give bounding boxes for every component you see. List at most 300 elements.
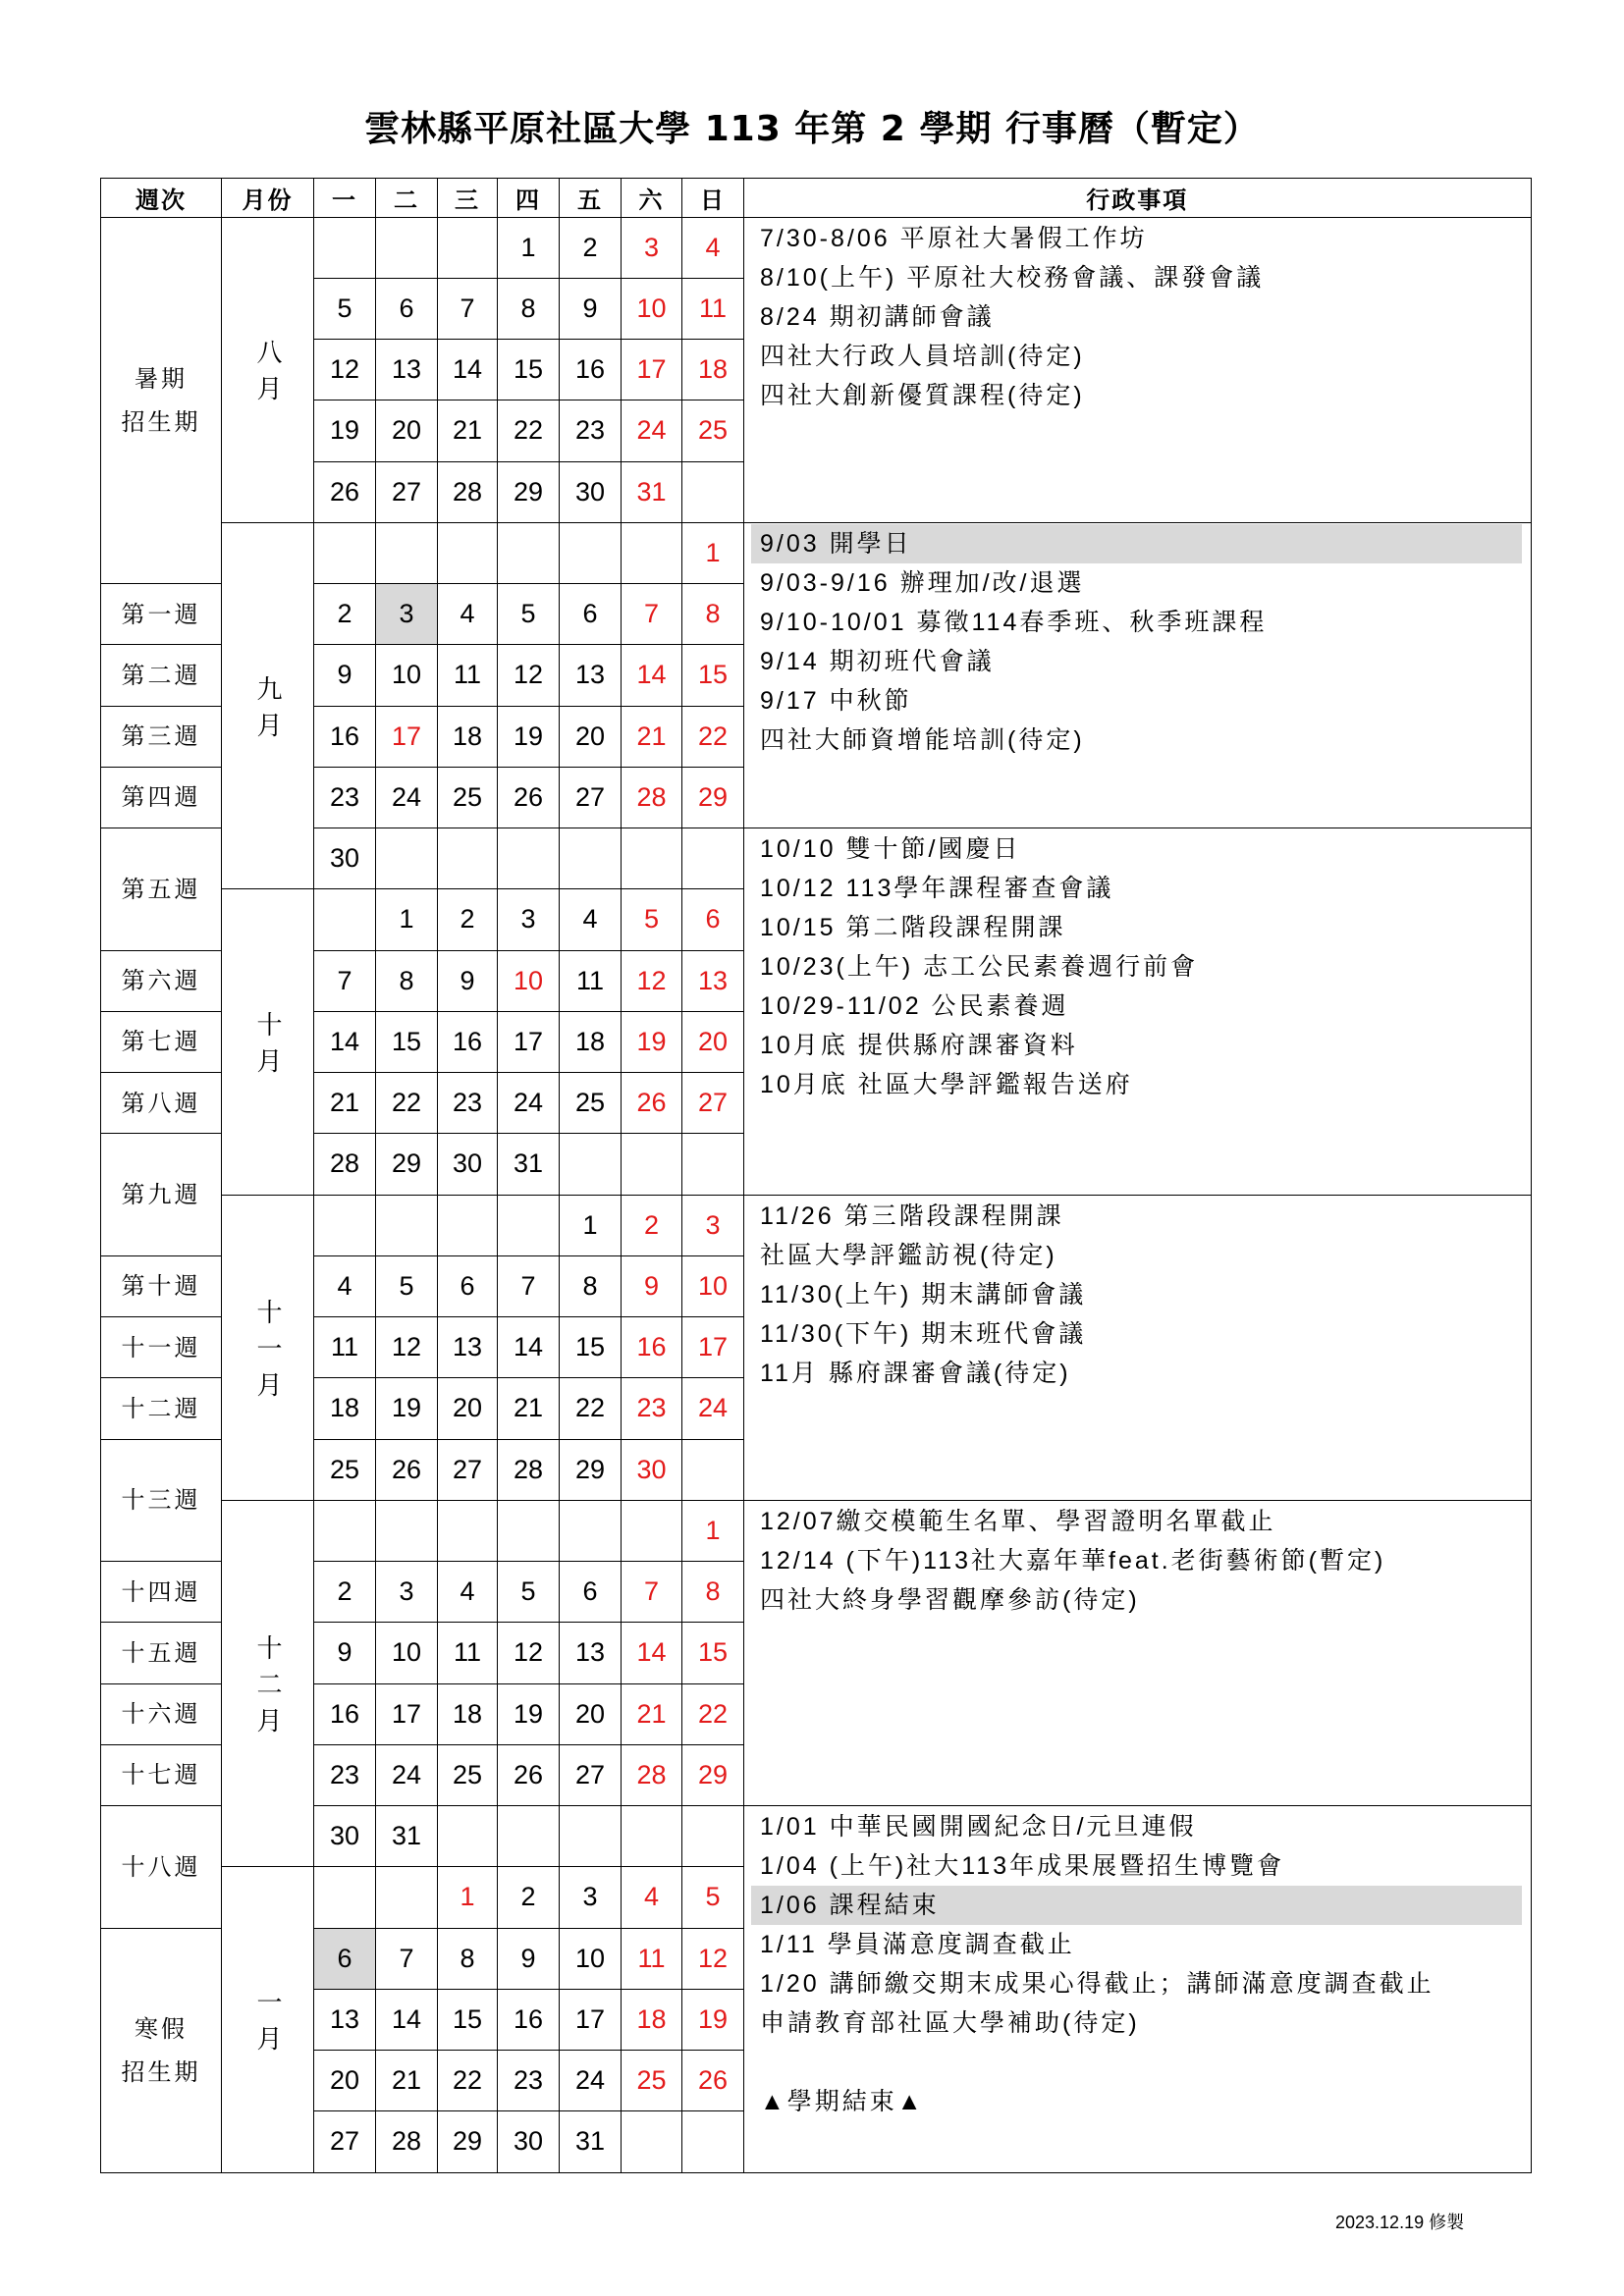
day-number: 25 <box>329 1454 360 1484</box>
day-cell <box>376 828 438 889</box>
day-number: 19 <box>513 1698 544 1729</box>
day-cell <box>682 462 744 523</box>
admin-note-line: 10/23(上午) 志工公民素養週行前會 <box>760 953 1199 981</box>
week-label <box>101 1623 222 1683</box>
week-label <box>101 1806 222 1929</box>
day-cell <box>438 218 498 279</box>
day-cell <box>560 1990 622 2051</box>
week-label-line: 十八週 <box>121 1852 201 1881</box>
day-number: 10 <box>391 1637 422 1668</box>
day-cell <box>622 1134 682 1195</box>
day-number: 28 <box>513 1454 544 1484</box>
day-cell <box>498 2111 560 2172</box>
day-cell <box>498 1256 560 1317</box>
day-cell <box>498 2051 560 2111</box>
day-number: 7 <box>643 1576 660 1607</box>
day-cell <box>498 400 560 461</box>
day-number: 12 <box>697 1943 729 1973</box>
day-cell <box>376 1562 438 1623</box>
day-cell <box>560 889 622 950</box>
day-number: 10 <box>574 1943 606 1973</box>
admin-notes <box>744 218 1532 523</box>
admin-note-line: 10/29-11/02 公民素養週 <box>760 992 1069 1020</box>
day-cell <box>682 1196 744 1256</box>
week-label-line: 第四週 <box>121 783 201 812</box>
day-cell <box>622 2051 682 2111</box>
week-label <box>101 1440 222 1563</box>
day-number: 27 <box>329 2126 360 2157</box>
admin-notes <box>744 1196 1532 1501</box>
month-label <box>222 218 314 523</box>
day-cell <box>498 340 560 400</box>
day-cell <box>314 218 376 279</box>
month-name: 十月 <box>252 1010 282 1084</box>
day-number: 1 <box>705 1515 721 1545</box>
day-number: 23 <box>574 415 606 446</box>
day-number: 19 <box>636 1026 667 1056</box>
day-number: 13 <box>391 354 422 385</box>
admin-note-line: 申請教育部社區大學補助(待定) <box>760 2009 1140 2037</box>
header-weekday <box>622 179 682 218</box>
day-number: 27 <box>391 476 422 507</box>
day-cell <box>682 1012 744 1073</box>
day-number: 10 <box>697 1270 729 1301</box>
day-number: 23 <box>329 1759 360 1789</box>
day-cell <box>560 768 622 828</box>
day-cell <box>438 462 498 523</box>
day-number: 31 <box>636 476 667 507</box>
day-cell <box>498 1440 560 1501</box>
month-label <box>222 1196 314 1501</box>
week-label <box>101 828 222 951</box>
day-cell <box>560 1378 622 1439</box>
day-number: 3 <box>705 1209 721 1240</box>
weekday-label: 三 <box>455 186 480 214</box>
day-cell <box>438 1134 498 1195</box>
day-number: 9 <box>643 1270 660 1301</box>
day-cell <box>622 523 682 584</box>
day-cell <box>622 279 682 340</box>
week-label-line: 招生期 <box>121 407 201 436</box>
admin-note-spacer <box>751 2043 1522 2082</box>
day-cell <box>376 1990 438 2051</box>
day-number: 24 <box>513 1088 544 1118</box>
day-number: 17 <box>697 1332 729 1362</box>
day-cell <box>682 1317 744 1378</box>
day-cell <box>314 400 376 461</box>
day-number: 6 <box>460 1270 475 1301</box>
day-cell <box>314 951 376 1012</box>
day-cell <box>560 1623 622 1683</box>
day-cell <box>682 1806 744 1867</box>
day-number: 26 <box>329 476 360 507</box>
day-cell <box>314 340 376 400</box>
day-number: 1 <box>460 1882 475 1912</box>
day-cell <box>438 1562 498 1623</box>
week-label-line: 第九週 <box>121 1181 201 1208</box>
day-number: 9 <box>460 965 475 995</box>
day-cell <box>314 523 376 584</box>
admin-note-line: 四社大創新優質課程(待定) <box>760 381 1085 409</box>
day-cell <box>622 1867 682 1928</box>
day-number: 26 <box>636 1088 667 1118</box>
admin-note-line: 1/11 學員滿意度調查截止 <box>760 1931 1075 1958</box>
day-cell <box>682 1867 744 1928</box>
day-number: 30 <box>329 1821 360 1851</box>
day-number: 2 <box>520 1882 536 1912</box>
day-cell <box>498 279 560 340</box>
day-number: 29 <box>697 781 729 812</box>
day-number: 27 <box>697 1088 729 1118</box>
day-cell <box>376 1745 438 1806</box>
header-weekday <box>682 179 744 218</box>
day-cell <box>438 1623 498 1683</box>
day-number: 24 <box>574 2065 606 2096</box>
header-weekday <box>560 179 622 218</box>
day-number: 27 <box>574 781 606 812</box>
day-cell <box>682 707 744 768</box>
header-month <box>222 179 314 218</box>
day-cell <box>438 1990 498 2051</box>
day-cell <box>438 340 498 400</box>
day-cell <box>560 2111 622 2172</box>
day-number: 2 <box>337 1576 352 1607</box>
day-cell <box>498 1990 560 2051</box>
weekday-label: 四 <box>515 186 541 214</box>
month-name: 十二月 <box>252 1634 282 1743</box>
day-cell <box>560 340 622 400</box>
day-number: 22 <box>697 1698 729 1729</box>
week-label-line: 十四週 <box>121 1577 201 1606</box>
day-cell <box>622 1990 682 2051</box>
day-cell <box>314 1378 376 1439</box>
day-number: 5 <box>337 293 352 323</box>
day-cell <box>622 462 682 523</box>
day-cell <box>314 584 376 645</box>
day-cell <box>376 1440 438 1501</box>
day-number: 19 <box>697 2003 729 2034</box>
day-cell <box>314 2111 376 2172</box>
day-cell <box>560 1745 622 1806</box>
day-cell <box>622 1256 682 1317</box>
admin-note-line: 11/30(下午) 期末班代會議 <box>760 1319 1087 1348</box>
day-number: 3 <box>643 232 660 262</box>
day-cell <box>682 279 744 340</box>
day-number: 21 <box>513 1393 544 1423</box>
month-name: 九月 <box>252 674 282 748</box>
day-number: 28 <box>329 1148 360 1179</box>
month-name: 一月 <box>252 1988 282 2061</box>
day-number: 17 <box>513 1026 544 1056</box>
day-cell <box>376 889 438 950</box>
day-number: 14 <box>513 1332 544 1362</box>
day-cell <box>498 1562 560 1623</box>
day-cell <box>622 828 682 889</box>
week-label-line: 十七週 <box>121 1761 201 1789</box>
day-number: 29 <box>452 2126 483 2157</box>
day-cell <box>498 1806 560 1867</box>
week-label <box>101 1256 222 1317</box>
day-cell <box>314 1012 376 1073</box>
month-name: 八月 <box>252 339 282 412</box>
day-number: 30 <box>513 2126 544 2157</box>
day-number: 26 <box>513 781 544 812</box>
day-number: 10 <box>513 965 544 995</box>
day-cell <box>314 768 376 828</box>
admin-note-line: 11月 縣府課審會議(待定) <box>760 1359 1071 1387</box>
header-month-label: 月份 <box>242 186 294 214</box>
day-cell <box>498 462 560 523</box>
day-number: 10 <box>391 660 422 690</box>
day-cell <box>682 340 744 400</box>
day-cell <box>376 951 438 1012</box>
month-name: 十一月 <box>252 1298 282 1408</box>
day-number: 6 <box>705 904 721 934</box>
day-cell <box>498 1134 560 1195</box>
day-number: 6 <box>582 599 598 629</box>
day-cell <box>498 1378 560 1439</box>
week-label <box>101 1134 222 1256</box>
header-weekday <box>376 179 438 218</box>
admin-note-line: 四社大師資增能培訓(待定) <box>760 725 1085 754</box>
week-label-line: 第十週 <box>121 1272 201 1301</box>
day-cell <box>682 1684 744 1745</box>
day-number: 3 <box>582 1882 598 1912</box>
day-number: 16 <box>329 1698 360 1729</box>
day-cell <box>438 1012 498 1073</box>
day-cell <box>682 584 744 645</box>
day-cell <box>622 2111 682 2172</box>
day-number: 15 <box>697 660 729 690</box>
week-label-line: 十一週 <box>121 1333 201 1362</box>
day-cell <box>622 1378 682 1439</box>
admin-note-line: 社區大學評鑑訪視(待定) <box>760 1241 1057 1269</box>
day-cell <box>498 1929 560 1990</box>
day-cell <box>498 523 560 584</box>
page-title: 雲林縣平原社區大學 113 年第 2 學期 行事曆（暫定） <box>364 109 1260 149</box>
day-cell <box>438 1073 498 1134</box>
day-number: 25 <box>636 2065 667 2096</box>
day-cell <box>682 889 744 950</box>
day-cell <box>682 1440 744 1501</box>
day-cell <box>560 1196 622 1256</box>
day-cell <box>314 889 376 950</box>
day-cell <box>376 768 438 828</box>
day-cell <box>438 1317 498 1378</box>
week-label-line: 十五週 <box>121 1638 201 1667</box>
day-cell <box>376 1929 438 1990</box>
day-cell <box>622 1073 682 1134</box>
admin-note-line: 10月底 提供縣府課審資料 <box>760 1032 1078 1059</box>
day-number: 16 <box>513 2003 544 2034</box>
day-cell <box>560 951 622 1012</box>
day-cell <box>622 218 682 279</box>
admin-note-line: 8/24 期初講師會議 <box>760 302 995 331</box>
day-number: 18 <box>574 1026 606 1056</box>
day-cell <box>622 340 682 400</box>
day-number: 12 <box>329 354 360 385</box>
day-number: 14 <box>391 2003 422 2034</box>
month-label <box>222 523 314 890</box>
day-cell <box>376 1256 438 1317</box>
day-cell <box>376 1012 438 1073</box>
day-number: 8 <box>582 1270 598 1301</box>
admin-note-line: 12/07繳交模範生名單、學習證明名單截止 <box>760 1507 1276 1535</box>
day-number: 12 <box>636 965 667 995</box>
day-cell <box>622 400 682 461</box>
day-cell <box>376 584 438 645</box>
day-cell <box>438 645 498 706</box>
day-number: 4 <box>643 1882 660 1912</box>
week-label <box>101 1929 222 2173</box>
day-cell <box>498 1012 560 1073</box>
day-cell <box>376 340 438 400</box>
day-number: 19 <box>513 721 544 751</box>
day-number: 23 <box>513 2065 544 2096</box>
day-cell <box>314 1623 376 1683</box>
day-cell <box>314 1684 376 1745</box>
day-number: 13 <box>697 965 729 995</box>
day-cell <box>376 1623 438 1683</box>
day-cell <box>498 889 560 950</box>
day-number: 4 <box>337 1270 352 1301</box>
week-label-line: 第一週 <box>121 600 201 628</box>
day-cell <box>560 1867 622 1928</box>
day-cell <box>438 1745 498 1806</box>
day-number: 30 <box>636 1454 667 1484</box>
day-number: 18 <box>697 354 729 385</box>
day-number: 1 <box>520 232 536 262</box>
week-label-line: 第三週 <box>121 722 201 751</box>
day-cell <box>560 1256 622 1317</box>
day-cell <box>682 1378 744 1439</box>
day-cell <box>376 1806 438 1867</box>
day-cell <box>682 1990 744 2051</box>
header-week <box>101 179 222 218</box>
week-label-line: 第六週 <box>121 967 201 995</box>
day-number: 1 <box>399 904 414 934</box>
day-number: 25 <box>574 1088 606 1118</box>
week-label-line: 暑期 <box>135 364 188 393</box>
day-number: 23 <box>636 1393 667 1423</box>
day-cell <box>682 523 744 584</box>
day-cell <box>376 218 438 279</box>
day-cell <box>314 462 376 523</box>
day-number: 31 <box>513 1148 544 1179</box>
day-cell <box>560 523 622 584</box>
day-number: 4 <box>705 232 721 262</box>
admin-notes <box>744 523 1532 828</box>
day-cell <box>622 951 682 1012</box>
day-number: 28 <box>636 781 667 812</box>
day-cell <box>376 400 438 461</box>
day-cell <box>314 1256 376 1317</box>
day-cell <box>438 279 498 340</box>
day-cell <box>376 462 438 523</box>
day-cell <box>560 1073 622 1134</box>
day-cell <box>560 1012 622 1073</box>
day-number: 15 <box>513 354 544 385</box>
revision-date: 2023.12.19 修製 <box>1335 2213 1465 2232</box>
admin-note-line: 1/20 講師繳交期末成果心得截止；講師滿意度調查截止 <box>760 1970 1435 1998</box>
day-number: 20 <box>697 1026 729 1056</box>
day-number: 15 <box>574 1332 606 1362</box>
day-cell <box>682 1073 744 1134</box>
week-label <box>101 1684 222 1745</box>
day-cell <box>498 1196 560 1256</box>
day-cell <box>622 1012 682 1073</box>
day-number: 11 <box>698 293 728 323</box>
week-label <box>101 1745 222 1806</box>
day-number: 11 <box>453 660 482 690</box>
day-number: 29 <box>513 476 544 507</box>
day-number: 16 <box>329 721 360 751</box>
day-cell <box>498 707 560 768</box>
day-number: 9 <box>520 1943 536 1973</box>
week-label-line: 第五週 <box>121 875 201 903</box>
day-number: 29 <box>697 1759 729 1789</box>
day-number: 26 <box>697 2065 729 2096</box>
week-label-line: 第二週 <box>121 661 201 689</box>
day-number: 21 <box>391 2065 422 2096</box>
day-cell <box>438 707 498 768</box>
day-number: 7 <box>643 599 660 629</box>
admin-note-line: 9/03 開學日 <box>751 524 1522 563</box>
day-number: 16 <box>636 1332 667 1362</box>
day-number: 15 <box>697 1637 729 1668</box>
day-cell <box>314 1929 376 1990</box>
day-number: 16 <box>574 354 606 385</box>
day-cell <box>560 584 622 645</box>
day-number: 2 <box>582 232 598 262</box>
day-number: 24 <box>697 1393 729 1423</box>
day-cell <box>622 768 682 828</box>
day-cell <box>622 1806 682 1867</box>
admin-note-line: 1/04 (上午)社大113年成果展暨招生博覽會 <box>760 1852 1285 1880</box>
day-number: 17 <box>391 721 422 751</box>
day-cell <box>498 1623 560 1683</box>
day-number: 28 <box>636 1759 667 1789</box>
day-cell <box>376 1378 438 1439</box>
day-cell <box>314 1073 376 1134</box>
week-label-line: 十二週 <box>121 1394 201 1422</box>
day-number: 2 <box>643 1209 660 1240</box>
header-weekday <box>438 179 498 218</box>
day-cell <box>438 2111 498 2172</box>
day-number: 23 <box>452 1088 483 1118</box>
day-cell <box>498 1867 560 1928</box>
day-number: 21 <box>636 1698 667 1729</box>
day-number: 5 <box>520 1576 536 1607</box>
month-label <box>222 889 314 1195</box>
admin-note-line: 四社大終身學習觀摩參訪(待定) <box>760 1585 1140 1614</box>
day-number: 11 <box>637 1943 666 1973</box>
day-cell <box>622 1929 682 1990</box>
day-number: 12 <box>391 1332 422 1362</box>
day-cell <box>622 1623 682 1683</box>
day-cell <box>622 584 682 645</box>
day-number: 7 <box>460 293 475 323</box>
day-number: 25 <box>452 781 483 812</box>
day-cell <box>498 1073 560 1134</box>
day-cell <box>682 951 744 1012</box>
day-number: 25 <box>697 415 729 446</box>
day-number: 19 <box>329 415 360 446</box>
day-cell <box>560 2051 622 2111</box>
day-number: 22 <box>452 2065 483 2096</box>
admin-note-line: 10/12 113學年課程審查會議 <box>760 875 1114 902</box>
week-label <box>101 645 222 706</box>
